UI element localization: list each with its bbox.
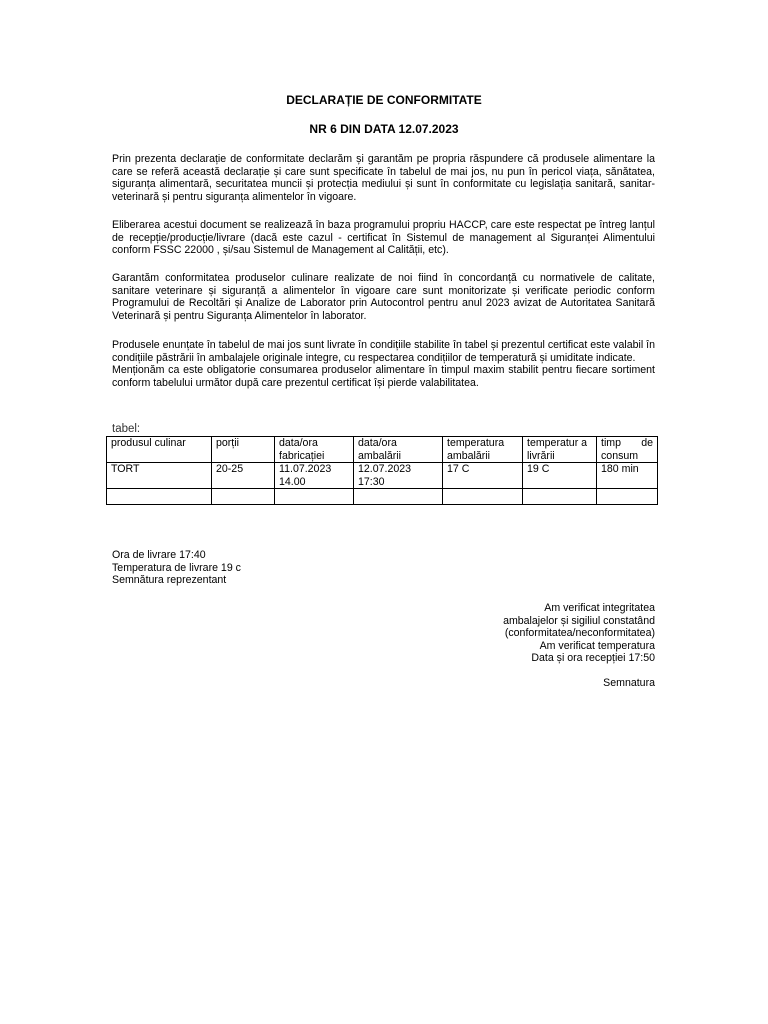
table-cell xyxy=(107,489,212,505)
document-number-date: NR 6 DIN DATA 12.07.2023 xyxy=(309,122,459,136)
table-cell xyxy=(443,489,523,505)
table-cell xyxy=(275,489,354,505)
table-row-empty xyxy=(107,489,658,505)
table-cell xyxy=(354,489,443,505)
header-cell: data/ora ambalării xyxy=(354,437,443,463)
table-cell: 11.07.2023 14.00 xyxy=(275,463,354,489)
header-cell: porții xyxy=(212,437,275,463)
delivery-info xyxy=(112,549,241,587)
table-header-row xyxy=(107,437,658,463)
table-cell: TORT xyxy=(107,463,212,489)
verification-line: ambalajelor și sigiliul constatând xyxy=(503,614,655,627)
header-cell: produsul culinar xyxy=(107,437,212,463)
table-cell: 17 C xyxy=(443,463,523,489)
table-cell: 12.07.2023 17:30 xyxy=(354,463,443,489)
verification-line: (conformitatea/neconformitatea) xyxy=(504,627,655,640)
verification-info xyxy=(503,602,655,690)
paragraph-conditions: Produsele enunțate în tabelul de mai jos sunt livrate în condițiile stabilite în tabel și prezentul certificat este valabil în condițiile păstrării în ambalajele originale integre, cu respectarea condițiilor de temperatură și umiditate indicate. Menționăm ca este obligatorie consumarea produselor alimentare în timpul maxim stabilit pentru fiecare sortiment conform tabelului următor după care prezentul certificat își pierde valabilitatea. xyxy=(112,339,655,389)
paragraph-guarantee: Garantăm conformitatea produselor culinare realizate de noi fiind în concordanță cu normativele de calitate, sanitare veterinare și siguranță a alimentelor în vigoare care sunt monitorizate și verificate periodic conform Programului de Recoltări și Analize de Laborator prin Autocontrol pentru anul 2023 avizat de Autoritatea Sanitară Veterinară și pentru Siguranța Alimentelor în laborator. xyxy=(112,272,655,322)
reception-datetime: Data și ora recepției 17:50 xyxy=(531,652,655,665)
delivery-time: Ora de livrare 17:40 xyxy=(112,549,206,561)
table-cell: 20-25 xyxy=(212,463,275,489)
table-caption: tabel: xyxy=(112,423,141,435)
verification-line: Am verificat temperatura xyxy=(539,639,655,652)
paragraph-haccp: Eliberarea acestui document se realizează în baza programului propriu HACCP, care este respectat pe întreg lanțul de recepție/producție/livrare (dacă este cazul - certificat în Sistemul de management al Siguranței Alimentului conform FSSC 22000 , și/sau Sistemul de Management al Calității, etc). xyxy=(112,219,655,257)
representative-signature: Semnătura reprezentant xyxy=(112,574,227,587)
paragraph-declaration: Prin prezenta declarație de conformitate declarăm și garantăm pe propria răspundere că produsele alimentare la care se referă această declarație și care sunt specificate în tabelul de mai jos, nu pun în pericol viața, sănătatea, siguranța alimentară, securitatea muncii și protecția mediului și sunt în conformitate cu legislația sanitară, sanitar-veterinară și pentru siguranța alimentelor în vigoare. xyxy=(112,153,655,203)
table-row xyxy=(107,463,658,489)
table-cell xyxy=(597,489,658,505)
paragraph-consumption: Menționăm ca este obligatorie consumarea produselor alimentare în timpul maxim stabilit pentru fiecare sortiment conform tabelului următor după care prezentul certificat își pierde valabilitatea. xyxy=(112,364,655,389)
header-cell: temperatura ambalării xyxy=(443,437,523,463)
table-cell xyxy=(523,489,597,505)
header-cell: timp de consum xyxy=(597,437,658,463)
delivery-temperature: Temperatura de livrare 19 c xyxy=(112,561,241,574)
receiver-signature: Semnatura xyxy=(603,676,655,689)
table-cell: 180 min xyxy=(597,463,658,489)
document-title: DECLARAȚIE DE CONFORMITATE xyxy=(286,93,482,107)
header-cell: temperatur a livrării xyxy=(523,437,597,463)
product-table xyxy=(106,436,658,505)
header-cell: data/ora fabricației xyxy=(275,437,354,463)
verification-line: Am verificat integritatea xyxy=(544,602,655,614)
table-cell: 19 C xyxy=(523,463,597,489)
table-cell xyxy=(212,489,275,505)
